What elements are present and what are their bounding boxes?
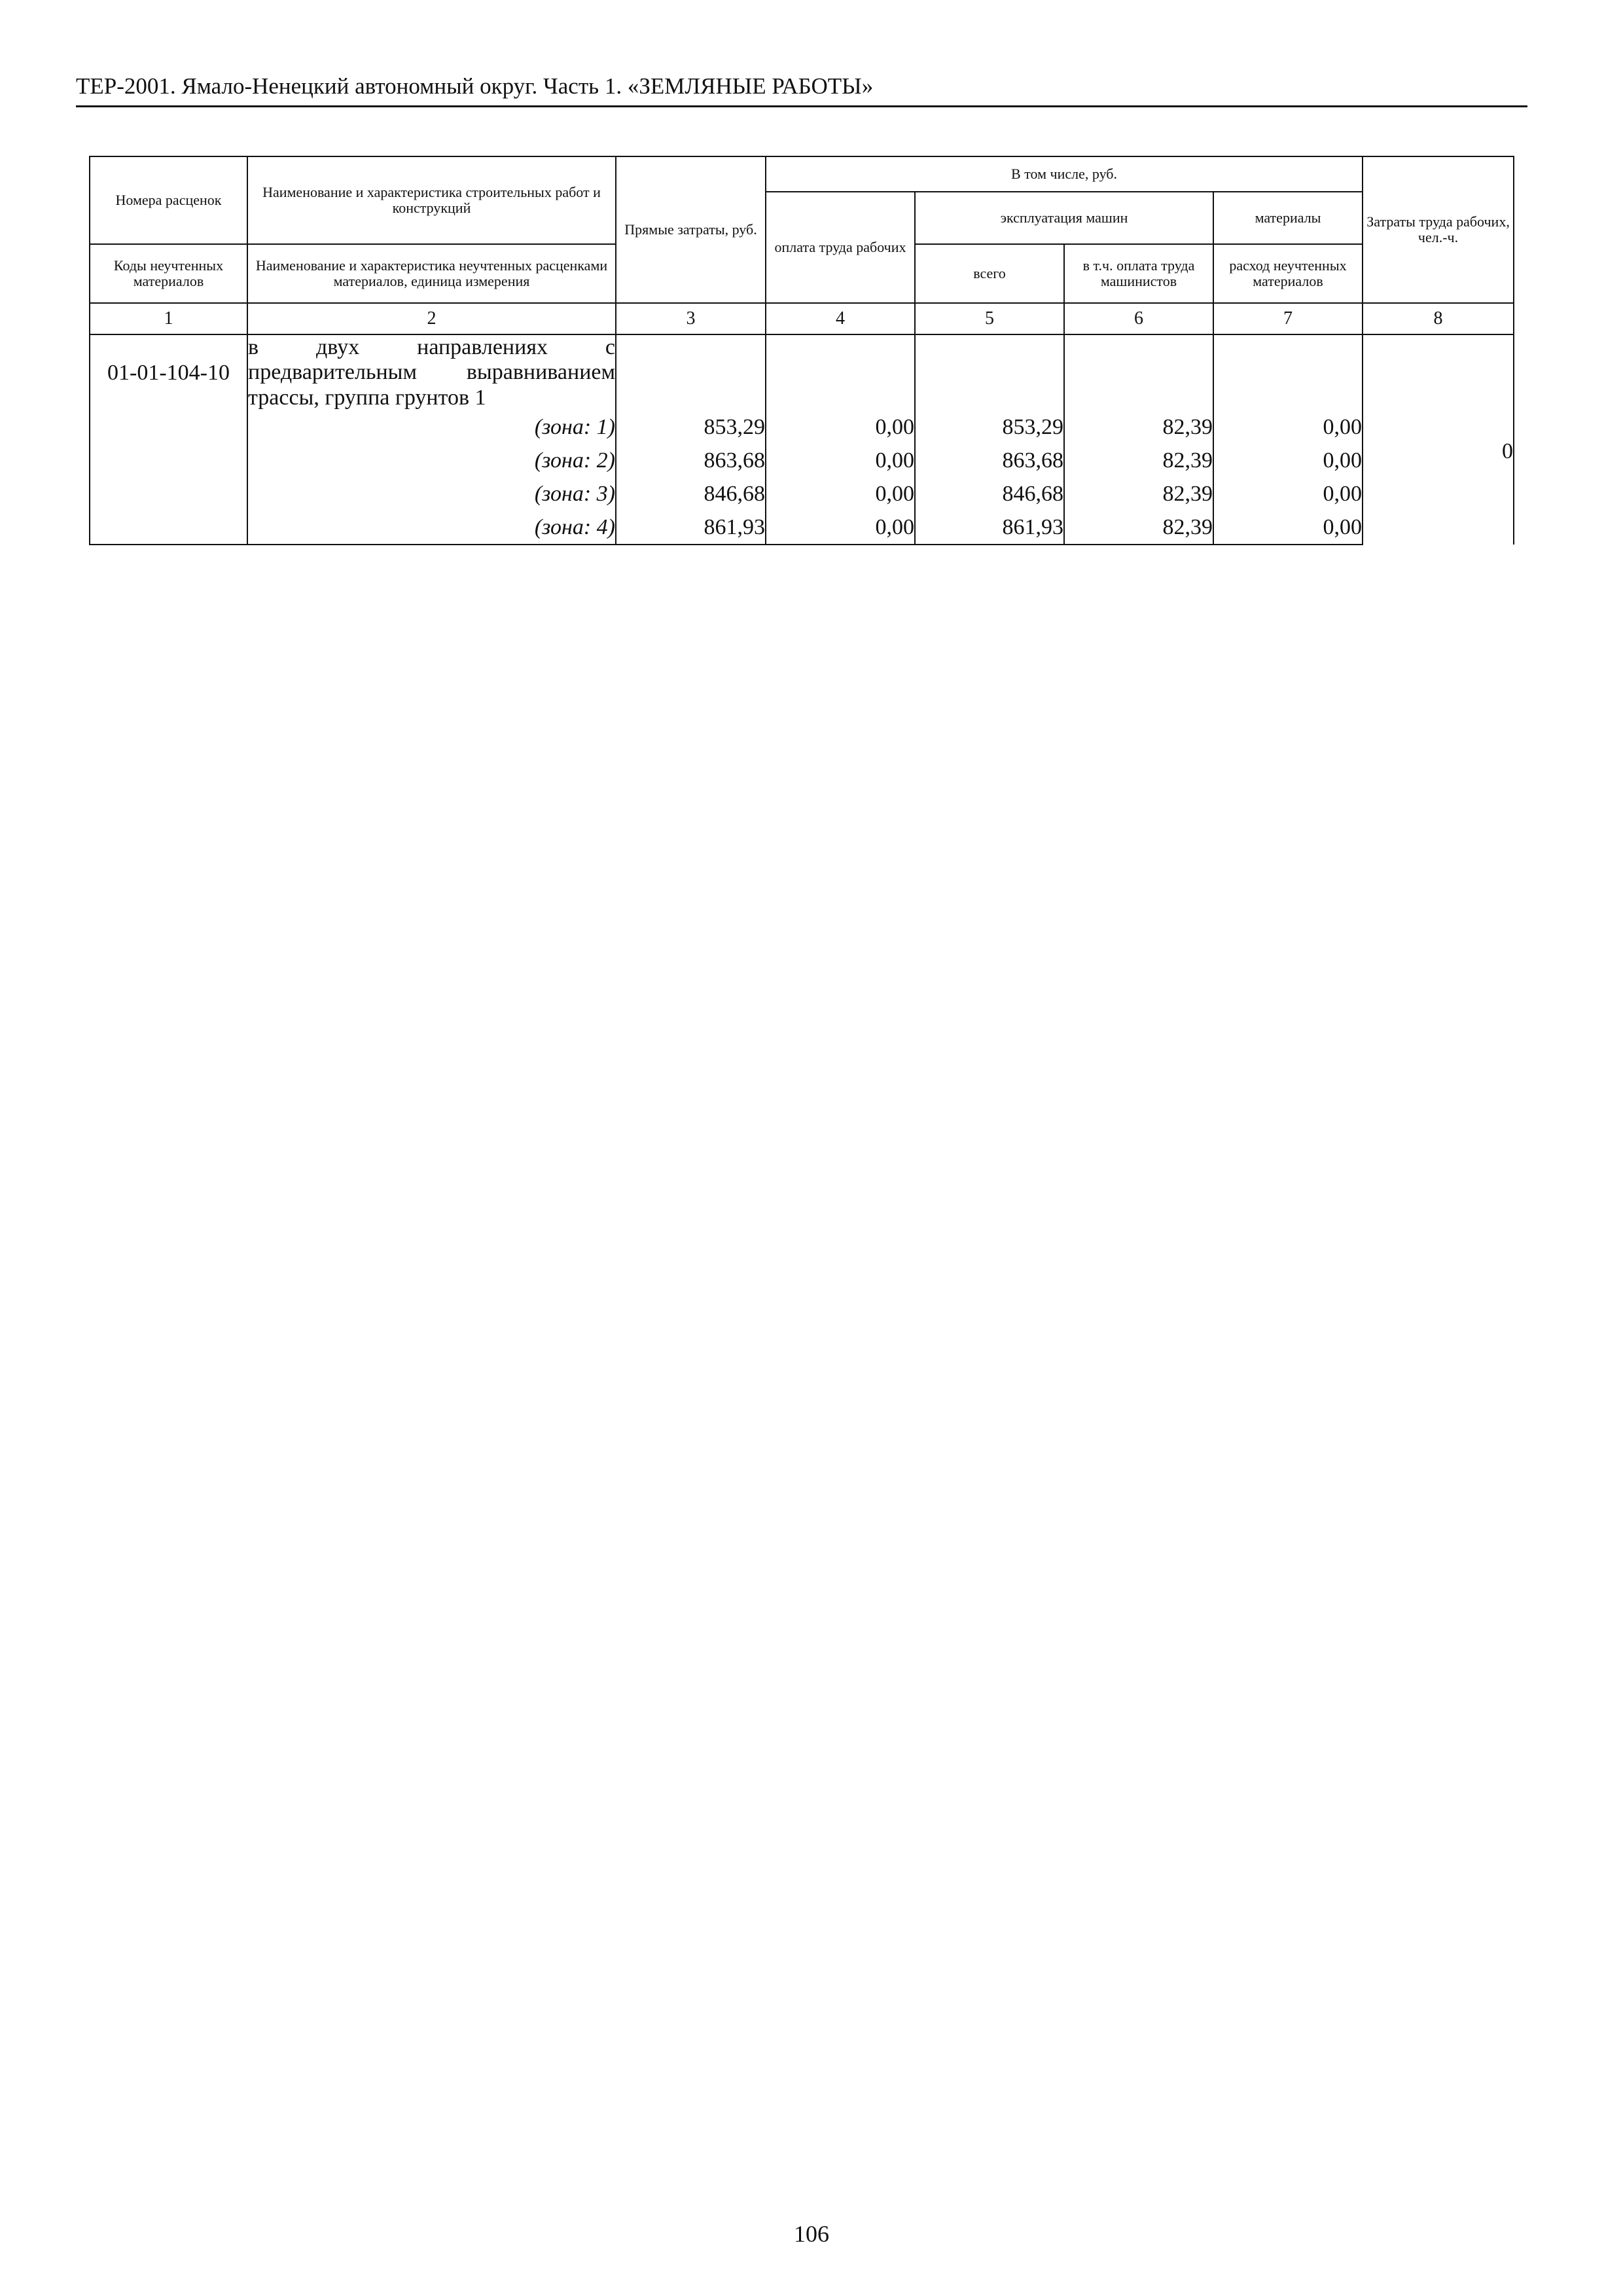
header-material-codes: Коды неучтенных материалов xyxy=(90,244,247,303)
empty-cell xyxy=(1064,334,1213,410)
zone-row xyxy=(90,511,1514,545)
machinist-wages: 82,39 xyxy=(1064,410,1213,444)
zone-label: (зона: 3) xyxy=(247,477,616,511)
materials-cost: 0,00 xyxy=(1213,444,1363,477)
worker-wages: 0,00 xyxy=(766,444,915,477)
machines-total: 853,29 xyxy=(915,410,1064,444)
direct-cost: 861,93 xyxy=(616,511,766,545)
header-rule xyxy=(76,105,1527,107)
empty-cell xyxy=(766,334,915,410)
header-materials: материалы xyxy=(1213,192,1363,244)
header-worker-wages: оплата труда рабочих xyxy=(766,192,915,303)
worker-wages: 0,00 xyxy=(766,477,915,511)
zone-label: (зона: 4) xyxy=(247,511,616,545)
empty-cell xyxy=(90,410,247,444)
empty-cell xyxy=(90,477,247,511)
direct-cost: 853,29 xyxy=(616,410,766,444)
column-number: 1 xyxy=(90,303,247,334)
column-number: 2 xyxy=(247,303,616,334)
materials-cost: 0,00 xyxy=(1213,410,1363,444)
rate-description: в двух направлениях с предварительным выравниванием трассы, группа грунтов 1 xyxy=(248,335,615,410)
direct-cost: 846,68 xyxy=(616,477,766,511)
labor-cost: 0 xyxy=(1363,334,1514,545)
column-number: 3 xyxy=(616,303,766,334)
header-material-names: Наименование и характеристика неучтенных расценками материалов, единица измерения xyxy=(247,244,616,303)
column-number: 8 xyxy=(1363,303,1514,334)
zone-row xyxy=(90,477,1514,511)
materials-cost: 0,00 xyxy=(1213,511,1363,545)
worker-wages: 0,00 xyxy=(766,511,915,545)
page-number: 106 xyxy=(794,2221,829,2247)
zone-row xyxy=(90,444,1514,477)
column-number: 7 xyxy=(1213,303,1363,334)
header-labor-costs: Затраты труда рабочих, чел.-ч. xyxy=(1363,156,1514,303)
page-header-title: ТЕР-2001. Ямало-Ненецкий автономный округ. Часть 1. «ЗЕМЛЯНЫЕ РАБОТЫ» xyxy=(76,73,874,99)
empty-cell xyxy=(915,334,1064,410)
materials-cost: 0,00 xyxy=(1213,477,1363,511)
column-number: 5 xyxy=(915,303,1064,334)
column-number: 4 xyxy=(766,303,915,334)
machines-total: 863,68 xyxy=(915,444,1064,477)
table-header xyxy=(90,156,1514,334)
empty-cell xyxy=(90,511,247,545)
empty-cell xyxy=(1213,334,1363,410)
header-unaccounted-materials: расход неучтенных материалов xyxy=(1213,244,1363,303)
header-rate-numbers: Номера расценок xyxy=(90,156,247,244)
header-machines-total: всего xyxy=(915,244,1064,303)
machines-total: 846,68 xyxy=(915,477,1064,511)
zone-row xyxy=(90,410,1514,444)
empty-cell xyxy=(90,444,247,477)
empty-cell xyxy=(616,334,766,410)
machinist-wages: 82,39 xyxy=(1064,444,1213,477)
machinist-wages: 82,39 xyxy=(1064,477,1213,511)
header-including: В том числе, руб. xyxy=(766,156,1363,192)
worker-wages: 0,00 xyxy=(766,410,915,444)
header-machinist-wages: в т.ч. оплата труда машинистов xyxy=(1064,244,1213,303)
machinist-wages: 82,39 xyxy=(1064,511,1213,545)
rates-table xyxy=(89,156,1514,545)
rate-group xyxy=(90,334,1514,545)
column-number: 6 xyxy=(1064,303,1213,334)
direct-cost: 863,68 xyxy=(616,444,766,477)
rate-code: 01-01-104-10 xyxy=(90,334,247,410)
header-direct-costs: Прямые затраты, руб. xyxy=(616,156,766,303)
header-work-name: Наименование и характеристика строительных работ и конструкций xyxy=(247,156,616,244)
machines-total: 861,93 xyxy=(915,511,1064,545)
zone-label: (зона: 2) xyxy=(247,444,616,477)
zone-label: (зона: 1) xyxy=(247,410,616,444)
header-machine-operation: эксплуатация машин xyxy=(915,192,1213,244)
